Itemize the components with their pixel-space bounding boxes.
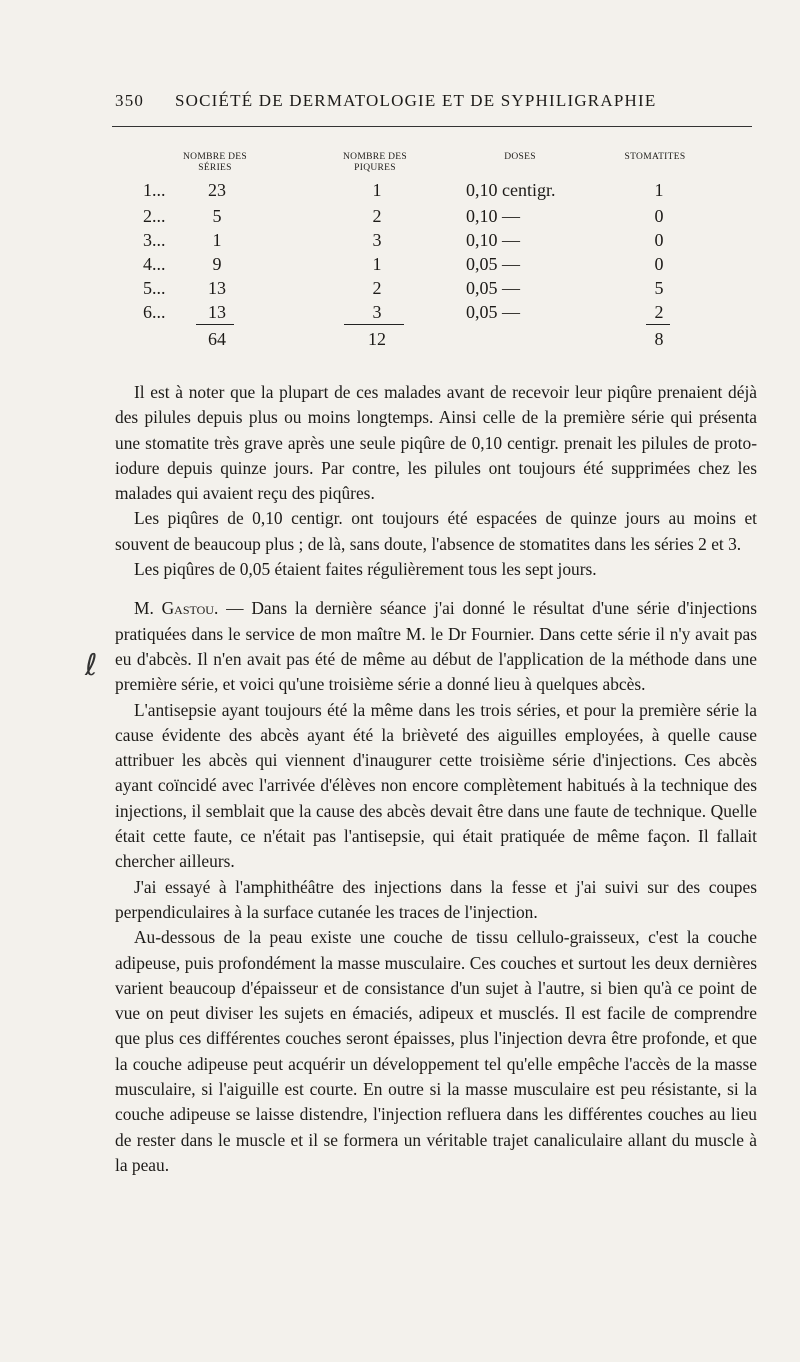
table-row xyxy=(0,206,800,230)
cell-stomatites: 0 xyxy=(654,230,664,250)
table-row xyxy=(0,254,800,278)
col-header-doses: DOSES xyxy=(504,152,536,162)
cell-series: 9 xyxy=(212,254,222,274)
cell-series: 23 xyxy=(208,180,226,200)
table-row xyxy=(0,230,800,254)
total-series: 64 xyxy=(208,329,226,349)
paragraph: Les piqûres de 0,10 centigr. ont toujours été espacées de quinze jours au moins et souvent de beaucoup plus ; de là, sans doute, l'absence de stomatites dans les séries 2 et 3. xyxy=(115,508,757,554)
margin-annotation: ℓ xyxy=(85,648,98,683)
body-text xyxy=(115,380,757,1178)
sum-rule-series xyxy=(196,324,234,325)
paragraph xyxy=(115,596,757,697)
cell-piqures: 2 xyxy=(372,206,382,226)
cell-stomatites: 2 xyxy=(654,302,664,322)
paragraph: Au-dessous de la peau existe une couche de tissu cellulo-graisseux, c'est la couche adipeuse, puis profondément la masse musculaire. Ces couches et surtout les deux dernières varient beaucoup d'épaisseur et de consistance d'un sujet à l'autre, si bien qu'à ce point de vue on peut diviser les sujets en émaciés, adipeux et musclés. Il est facile de comprendre que plus ces différentes couches seront épaisses, plus l'injection devra être profonde, et que la couche adipeuse peut acquérir un développement tel qu'elle empêche l'accès de la masse musculaire, si l'aiguille est courte. En outre si la masse musculaire est peu résistante, si la couche adipeuse se laisse distendre, l'injection refluera dans les différentes couches au lieu de rester dans le muscle et il se formera un véritable trajet canaliculaire allant du muscle à la peau. xyxy=(115,927,757,1175)
paragraph: Les piqûres de 0,05 étaient faites régulièrement tous les sept jours. xyxy=(134,559,597,580)
cell-piqures: 1 xyxy=(372,180,382,200)
cell-dose: 0,10 centigr. xyxy=(466,180,556,200)
cell-series: 5 xyxy=(212,206,222,226)
paragraph: J'ai essayé à l'amphithéâtre des injections dans la fesse et j'ai suivi sur des coupes perpendiculaires à la surface cutanée les traces de l'injection. xyxy=(115,876,757,922)
table-row xyxy=(0,180,800,204)
table-row xyxy=(0,302,800,326)
col-header-series: NOMBRE DES SÉRIES xyxy=(183,152,247,173)
row-index: 6... xyxy=(143,302,166,322)
cell-piqures: 2 xyxy=(372,278,382,298)
sum-rule-stomatites xyxy=(646,324,670,325)
cell-piqures: 1 xyxy=(372,254,382,274)
paragraph-text: — Dans la dernière séance j'ai donné le résultat d'une série d'injections pratiquées dans le service de mon maître M. le Dr Fournier. Dans cette série il n'y avait pas eu d'abcès. Il n'en avait pas été de même au début de l'application de la méthode dans une première série, et voici qu'une troisième série a donné lieu à quelques abcès. xyxy=(115,598,758,695)
cell-dose: 0,10 — xyxy=(466,230,520,250)
cell-stomatites: 1 xyxy=(654,180,664,200)
col-header-piqures: NOMBRE DES PIQURES xyxy=(343,152,407,173)
cell-dose: 0,05 — xyxy=(466,302,520,322)
table-total-row xyxy=(0,329,800,353)
cell-stomatites: 5 xyxy=(654,278,664,298)
table-row xyxy=(0,278,800,302)
paragraph: Il est à noter que la plupart de ces malades avant de recevoir leur piqûre prenaient déjà des pilules depuis plus ou moins longtemps. Ainsi celle de la première série qui présenta une stomatite très grave après une seule piqûre de 0,10 centigr. prenait les pilules de proto-iodure depuis quinze jours. Par contre, les pilules ont toujours été supprimées chez les malades qui avaient reçu des piqûres. xyxy=(115,382,757,504)
cell-stomatites: 0 xyxy=(654,254,664,274)
col-header-stomatites: STOMATITES xyxy=(624,152,686,162)
cell-stomatites: 0 xyxy=(654,206,664,226)
running-title: SOCIÉTÉ DE DERMATOLOGIE ET DE SYPHILIGRAPHIE xyxy=(175,91,657,110)
cell-piqures: 3 xyxy=(372,302,382,322)
row-index: 3... xyxy=(143,230,166,250)
speaker-name: M. Gastou. xyxy=(134,598,219,619)
cell-series: 1 xyxy=(212,230,222,250)
row-index: 5... xyxy=(143,278,166,298)
sum-rule-piqures xyxy=(344,324,404,325)
row-index: 4... xyxy=(143,254,166,274)
total-piqures: 12 xyxy=(368,329,386,349)
cell-series: 13 xyxy=(208,302,226,322)
cell-series: 13 xyxy=(208,278,226,298)
row-index: 2... xyxy=(143,206,166,226)
cell-dose: 0,05 — xyxy=(466,278,520,298)
page-number: 350 xyxy=(115,91,145,110)
paragraph: L'antisepsie ayant toujours été la même dans les trois séries, et pour la première série la cause évidente des abcès ayant été la brièveté des aiguilles employées, à quelle cause attribuer les abcès qui viennent d'inaugurer cette troisième série d'injections. Ces abcès ayant coïncidé avec l'arrivée d'élèves non encore complètement habitués à la technique des injections, il semblait que la cause des abcès devait être dans une faute de technique. Quelle était cette faute, ce n'était pas l'antisepsie, qui était pratiquée de même façon. Il fallait chercher ailleurs. xyxy=(115,699,757,872)
cell-piqures: 3 xyxy=(372,230,382,250)
header-rule xyxy=(112,126,752,127)
cell-dose: 0,10 — xyxy=(466,206,520,226)
total-stomatites: 8 xyxy=(654,329,664,349)
row-index: 1... xyxy=(143,180,166,200)
cell-dose: 0,05 — xyxy=(466,254,520,274)
